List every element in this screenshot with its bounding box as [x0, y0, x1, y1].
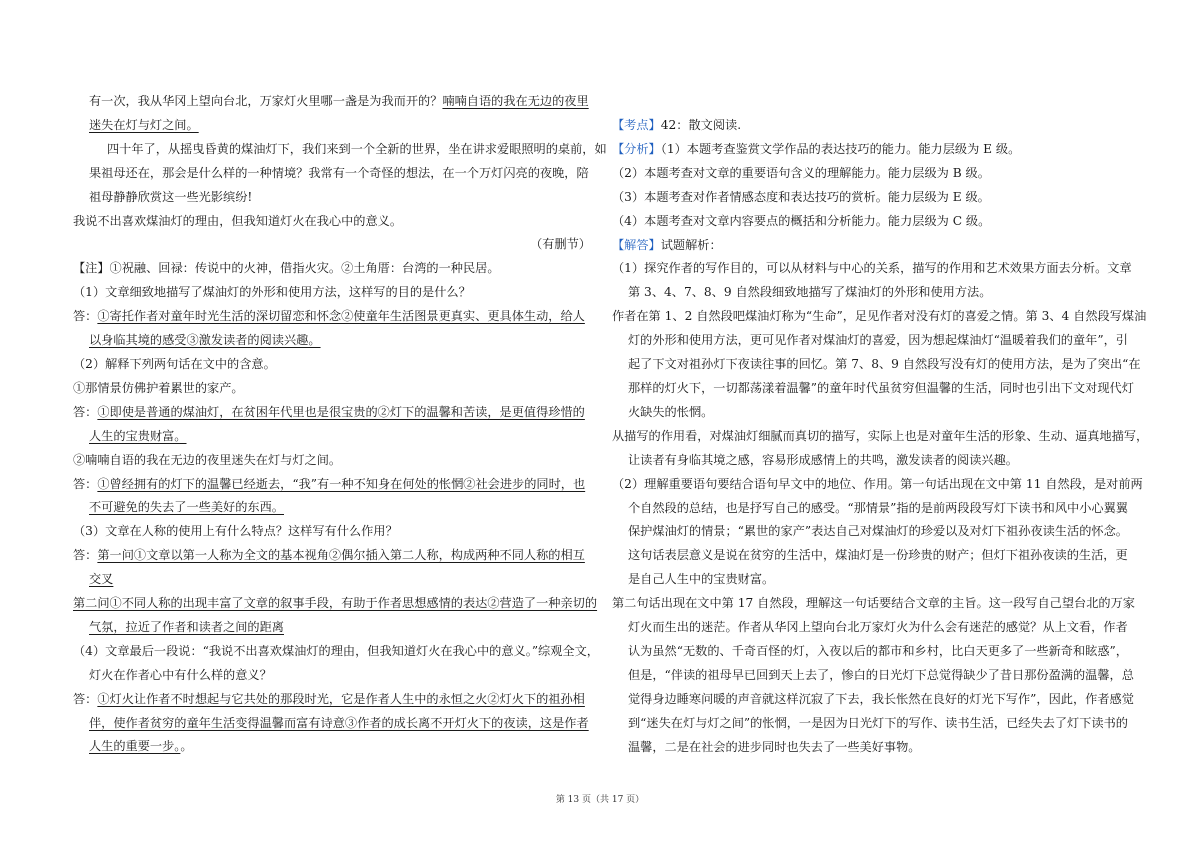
page-number: 第 13 页（共 17 页）	[555, 795, 645, 805]
question-2-sentence-1: ①那情景仿佛护着累世的家产。	[73, 380, 244, 395]
answer-4: 答：①灯火让作者不时想起与它共处的那段时光，它是作者人生中的永恒之火②灯火下的祖孙相	[73, 691, 585, 706]
left-column: 有一次，我从华冈上望向台北，万家灯火里哪一盏是为我而开的？喃喃自语的我在无边的夜里 迷失在灯与灯之间。 四十年了，从摇曳昏黄的煤油灯下，我们来到一个全新的世界，坐在讲求爱眼照明的桌前，如 果祖母还在，那会是什么样的一种情境？我常有一个奇怪的想法，在一个万灯闪亮的夜晚，陪 祖母静静欣赏这一些光影缤纷! 我说不出喜欢煤油灯的理由，但我知道灯火在我心中的意义。 （有删节） 【注】①祝融、回禄：传说中的火神，借指火灾。②土角厝：台湾的一种民居。 （1）文章细致地描写了煤油灯的外形和使用方法，这样写的目的是什么？ 答：①寄托作者对童年时光生活的深切留恋和怀念②使童年生活图景更真实、更具体生动，给人 以身临其境的感受③激发读者的阅读兴趣。 （2）解释下列两句话在文中的含意。 ①那情景仿佛护着累世的家产。 答：①即使是普通的煤油灯，在贫困年代里也是很宝贵的②灯下的温馨和苦读，是更值得珍惜的 人生的宝贵财富。 ②喃喃自语的我在无边的夜里迷失在灯与灯之间。 答：①曾经拥有的灯下的温馨已经逝去，“我”有一种不知身在何处的怅惘②社会进步的同时，也 不可避免的失去了一些美好的东西。 （3）文章在人称的使用上有什么特点？这样写有什么作用？ 答：第一问①文章以第一人称为全文的基本视角②偶尔插入第二人称，构成两种不同人称的相互 交叉 第二问①不同人称的出现丰富了文章的叙事手段，有助于作者思想感情的表达②营造了一种亲切的 气氛，拉近了作者和读者之间的距离 （4）文章最后一段说：“我说不出喜欢煤油灯的理由，但我知道灯火在我心中的意义。”综观全文， 灯火在作者心中有什么样的意义？ 答：①灯火让作者不时想起与它共处的那段时光，它是作者人生中的永恒之火②灯火下的祖孙相 伴，使作者贫穷的童年生活变得温馨而富有诗意③作者的成长离不开灯火下的夜读，这是作者 人生的重要一步。。	[73, 90, 593, 759]
solution-1: （1）探究作者的写作目的，可以从材料与中心的关系，描写的作用和艺术效果方面去分析。文章	[612, 261, 1132, 276]
solution-1-body: 作者在第 1、2 自然段吧煤油灯称为“生命”，足见作者对没有灯的喜爱之情。第 3、4 自然段写煤油	[612, 309, 1147, 324]
question-4: （4）文章最后一段说：“我说不出喜欢煤油灯的理由，但我知道灯火在我心中的意义。”综观全文，	[73, 643, 599, 658]
source-note: （有删节）	[530, 237, 591, 252]
solution-2: （2）理解重要语句要结合语句早文中的地位、作用。第一句话出现在文中第 11 自然段，是对前两	[612, 476, 1143, 491]
passage-last-line: 我说不出喜欢煤油灯的理由，但我知道灯火在我心中的意义。	[73, 213, 403, 228]
question-2-sentence-2: ②喃喃自语的我在无边的夜里迷失在灯与灯之间。	[73, 452, 342, 467]
kaodian-line: 【考点】42：散文阅读.	[612, 118, 742, 132]
right-column: 【考点】42：散文阅读. 【分析】（1）本题考查鉴赏文学作品的表达技巧的能力。能力层级为 E 级。 （2）本题考查对文章的重要语句含义的理解能力。能力层级为 B 级。 （3）本题考查对作者情感态度和表达技巧的赏析。能力层级为 E 级。 （4）本题考查对文章内容要点的概括和分析能力。能力层级为 C 级。 【解答】试题解析： （1）探究作者的写作目的，可以从材料与中心的关系，描写的作用和艺术效果方面去分析。文章 第 3、4、7、8、9 自然段细致地描写了煤油灯的外形和使用方法。 作者在第 1、2 自然段吧煤油灯称为“生命”，足见作者对没有灯的喜爱之情。第 3、4 自然段写煤油 灯的外形和使用方法，更可见作者对煤油灯的喜爱，因为想起煤油灯“温暖着我们的童年”，引 起了下文对祖孙灯下夜读往事的回忆。第 7、8、9 自然段写没有灯的使用方法，是为了突出“在 那样的灯火下，一切都荡漾着温馨”的童年时代虽贫穷但温馨的生活，同时也引出下文对现代灯 火缺失的怅惘。 从描写的作用看，对煤油灯细腻而真切的描写，实际上也是对童年生活的形象、生动、逼真地描写， 让读者有身临其境之感，容易形成感情上的共鸣，激发读者的阅读兴趣。 （2）理解重要语句要结合语句早文中的地位、作用。第一句话出现在文中第 11 自然段，是对前两 个自然段的总结，也是抒写自己的感受。“那情景”指的是前两段段写灯下读书和风中小心翼翼 保护煤油灯的情景；“累世的家产”表达自己对煤油灯的珍爱以及对灯下祖孙夜读生活的怀念。 这句话表层意义是说在贫穷的生活中，煤油灯是一份珍贵的财产；但灯下祖孙夜读的生活，更 是自己人生中的宝贵财富。 第二句话出现在文中第 17 自然段，理解这一句话要结合文章的主旨。这一段写自己望台北的万家 灯火而生出的迷茫。作者从华冈上望向台北万家灯火为什么会有迷茫的感觉？从上文看，作者 认为虽然“无数的、千奇百怪的灯，入夜以后的都市和乡村，比白天更多了一些新奇和眩惑”， 但是，“伴读的祖母早已回到天上去了，惨白的日光灯下总觉得缺少了昔日那份盈满的温馨，总 觉得身边睡寒问暖的声音就这样沉寂了下去，我长怅然在良好的灯光下写作”，因此，作者感觉 到“迷失在灯与灯之间”的怅惘，一是因为日光灯下的写作、读书生活，已经失去了灯下读书的 温馨，二是在社会的进步同时也失去了一些美好事物。	[612, 114, 1132, 759]
solution-1-effect: 从描写的作用看，对煤油灯细腻而真切的描写，实际上也是对童年生活的形象、生动、逼真地描写，	[612, 428, 1149, 443]
question-2: （2）解释下列两句话在文中的含意。	[73, 356, 276, 371]
kaodian-tag: 【考点】	[612, 118, 661, 132]
question-3: （3）文章在人称的使用上有什么特点？这样写有什么作用？	[73, 524, 398, 539]
answer-2-2: 答：①曾经拥有的灯下的温馨已经逝去，“我”有一种不知身在何处的怅惘②社会进步的同时，也	[73, 476, 586, 491]
footnote: 【注】①祝融、回禄：传说中的火神，借指火灾。②土角厝：台湾的一种民居。	[73, 261, 500, 276]
jieda-line: 【解答】试题解析：	[612, 237, 722, 252]
underlined-sentence: 迷失在灯与灯之间。	[89, 117, 199, 132]
passage-paragraph: 有一次，我从华冈上望向台北，万家灯火里哪一盏是为我而开的？喃喃自语的我在无边的夜里	[89, 94, 589, 108]
fenxi-tag: 【分析】	[612, 141, 661, 156]
answer-3: 答：第一问①文章以第一人称为全文的基本视角②偶尔插入第二人称，构成两种不同人称的相互	[73, 548, 585, 563]
passage-paragraph: 四十年了，从摇曳昏黄的煤油灯下，我们来到一个全新的世界，坐在讲求爱眼照明的桌前，如	[107, 141, 607, 156]
solution-2-second: 第二句话出现在文中第 17 自然段，理解这一句话要结合文章的主旨。这一段写自己望台北的万家	[612, 596, 1135, 611]
jieda-tag: 【解答】	[612, 237, 661, 252]
answer-1: 答：①寄托作者对童年时光生活的深切留恋和怀念②使童年生活图景更真实、更具体生动，给人	[73, 309, 585, 324]
fenxi-line: 【分析】（1）本题考查鉴赏文学作品的表达技巧的能力。能力层级为 E 级。	[612, 141, 1021, 156]
answer-2-1: 答：①即使是普通的煤油灯，在贫困年代里也是很宝贵的②灯下的温馨和苦读，是更值得珍惜的	[73, 404, 585, 419]
question-1: （1）文章细致地描写了煤油灯的外形和使用方法，这样写的目的是什么？	[73, 285, 471, 300]
